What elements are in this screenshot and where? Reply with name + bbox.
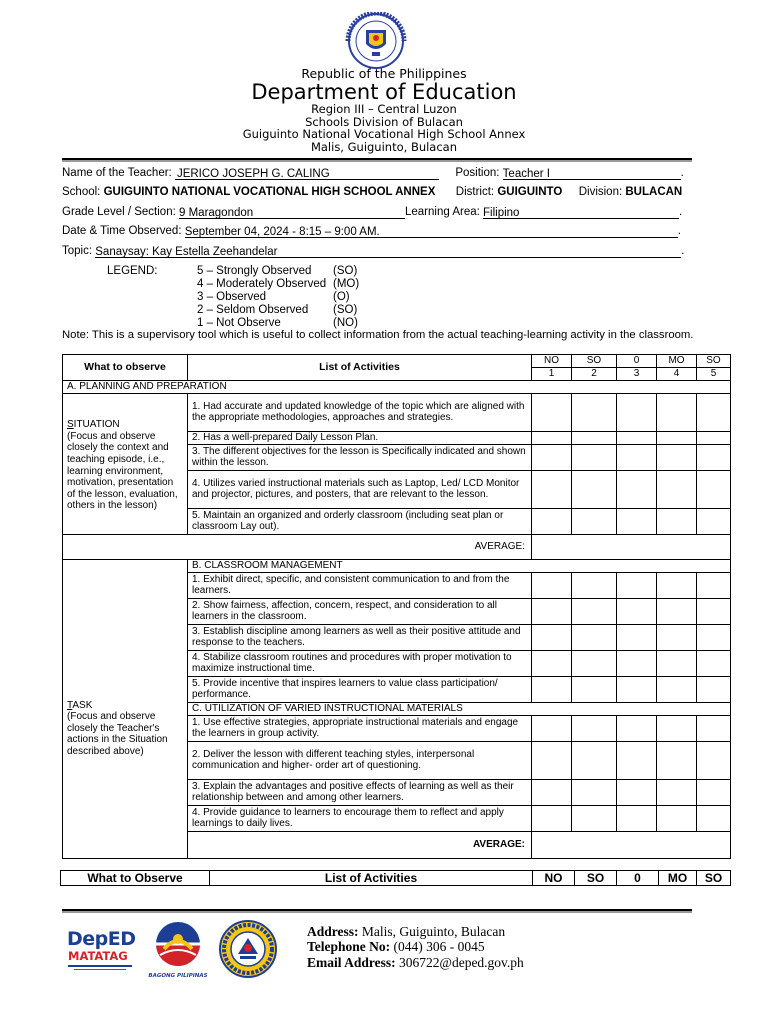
grade-value: 9 Maragondon xyxy=(179,207,254,219)
rating-cell[interactable] xyxy=(572,805,617,831)
continuation-observe-header: What to Observe xyxy=(61,871,210,886)
topic-label: Topic: xyxy=(62,245,93,257)
email-line xyxy=(307,955,524,971)
school-location-text: Malis, Guiguinto, Bulacan xyxy=(310,140,458,154)
rating-cell[interactable] xyxy=(657,431,697,444)
rating-cell[interactable] xyxy=(572,470,617,508)
rating-cell[interactable] xyxy=(617,779,657,805)
rating-cell[interactable] xyxy=(532,598,572,624)
rating-cell[interactable] xyxy=(697,741,731,779)
rating-cell[interactable] xyxy=(697,444,731,470)
district-label: District: xyxy=(455,186,495,198)
col-header-activities: List of Activities xyxy=(188,355,532,381)
address-value: Malis, Guiguinto, Bulacan xyxy=(361,924,506,939)
footer-divider-shadow xyxy=(62,911,692,913)
rating-cell[interactable] xyxy=(572,715,617,741)
rating-cell[interactable] xyxy=(617,508,657,534)
rating-cell[interactable] xyxy=(572,444,617,470)
rating-cell[interactable] xyxy=(657,598,697,624)
rating-cell[interactable] xyxy=(657,779,697,805)
bagong-pilipinas-text: BAGONG PILIPINAS xyxy=(148,973,208,979)
activity-item: 1. Exhibit direct, specific, and consistent communication to and from the learners. xyxy=(188,572,532,598)
rating-cell[interactable] xyxy=(572,741,617,779)
learning-area-label: Learning Area: xyxy=(405,206,480,218)
rating-cell[interactable] xyxy=(657,676,697,702)
continuation-rating-header: NO xyxy=(533,871,575,886)
date-dot: . xyxy=(677,225,681,237)
average-label: AVERAGE: xyxy=(188,831,532,858)
rating-cell[interactable] xyxy=(572,508,617,534)
position-label: Position: xyxy=(455,167,500,179)
date-label: Date & Time Observed: xyxy=(62,225,182,237)
rating-cell[interactable] xyxy=(697,779,731,805)
rating-cell[interactable] xyxy=(532,624,572,650)
grade-label: Grade Level / Section: xyxy=(62,206,176,218)
rating-cell[interactable] xyxy=(617,676,657,702)
section-c-heading: C. UTILIZATION OF VARIED INSTRUCTIONAL MATERIALS xyxy=(188,702,731,715)
task-title-initial: T xyxy=(67,699,73,711)
telephone-line xyxy=(307,939,485,955)
rating-cell[interactable] xyxy=(572,779,617,805)
deped-logo-text: DepED xyxy=(67,928,136,950)
teacher-info-line xyxy=(62,167,684,180)
rating-cell[interactable] xyxy=(697,805,731,831)
activity-item: 1. Had accurate and updated knowledge of the topic which are aligned with the appropriate methodologies, approaches and strategies. xyxy=(188,393,532,431)
rating-cell[interactable] xyxy=(532,779,572,805)
legend-label: LEGEND: xyxy=(107,265,158,277)
rating-cell[interactable] xyxy=(657,470,697,508)
topic-info-line xyxy=(62,245,684,258)
teacher-name-field xyxy=(175,168,439,180)
grade-field xyxy=(179,207,405,219)
district-value: GUIGUINTO xyxy=(497,186,563,198)
rating-cell[interactable] xyxy=(532,741,572,779)
rating-cell[interactable] xyxy=(617,444,657,470)
area-dot: . xyxy=(679,206,683,218)
legend-item: 3 – Observed (O) xyxy=(197,291,350,303)
rating-cell[interactable] xyxy=(697,470,731,508)
continuation-rating-header: SO xyxy=(575,871,617,886)
school-value: GUIGUINTO NATIONAL VOCATIONAL HIGH SCHOOL ANNEX xyxy=(103,186,436,198)
division-label: Division: xyxy=(578,186,623,198)
legend-item: 2 – Seldom Observed (SO) xyxy=(197,304,358,316)
task-description: (Focus and observe closely the Teacher's actions in the Situation described above) xyxy=(67,711,168,757)
continuation-rating-header: MO xyxy=(659,871,697,886)
rating-cell[interactable] xyxy=(697,715,731,741)
rating-cell[interactable] xyxy=(617,650,657,676)
situation-description: (Focus and observe closely the context and teaching episode, i.e., learning environment, motivation, presentation of the lesson, evaluation, others in the lesson) xyxy=(67,430,178,512)
task-title-rest: ASK xyxy=(72,699,93,711)
school-seal-logo xyxy=(214,920,282,978)
activity-item: 3. The different objectives for the lesson is Specifically indicated and shown within the lesson. xyxy=(188,444,532,470)
activity-item: 4. Utilizes varied instructional materials such as Laptop, Led/ LCD Monitor and projector, pictures, and posters, that are relevant to the lesson. xyxy=(188,470,532,508)
supervisory-note: Note: This is a supervisory tool which is useful to collect information from the actual teaching-learning activity in the classroom. xyxy=(62,329,694,341)
rating-cell[interactable] xyxy=(697,676,731,702)
average-label: AVERAGE: xyxy=(63,534,532,559)
rating-cell[interactable] xyxy=(697,650,731,676)
activity-item: 1. Use effective strategies, appropriate instructional materials and engage the learners in group activity. xyxy=(188,715,532,741)
rating-cell[interactable] xyxy=(657,508,697,534)
rating-cell[interactable] xyxy=(572,650,617,676)
rating-num-header: 3 xyxy=(617,368,657,381)
rating-cell[interactable] xyxy=(532,805,572,831)
rating-cell[interactable] xyxy=(532,444,572,470)
matatag-logo-text: MATATAG xyxy=(68,949,128,963)
continuation-header-table xyxy=(60,870,731,886)
situation-title-initial: S xyxy=(67,419,74,431)
deped-matatag-logo xyxy=(64,928,136,978)
rating-cell[interactable] xyxy=(617,470,657,508)
rating-code-header: SO xyxy=(697,355,731,368)
situation-title-rest: ITUATION xyxy=(73,419,120,431)
rating-cell[interactable] xyxy=(697,598,731,624)
activity-item: 5. Maintain an organized and orderly classroom (including seat plan or classroom Lay out). xyxy=(188,508,532,534)
rating-code-header: NO xyxy=(532,355,572,368)
rating-num-header: 1 xyxy=(532,368,572,381)
section-a-heading: A. PLANNING AND PREPARATION xyxy=(63,380,731,393)
teacher-name-value: JERICO JOSEPH G. CALING xyxy=(176,168,330,180)
continuation-rating-header: SO xyxy=(697,871,731,886)
region-text: Region III – Central Luzon xyxy=(311,102,457,116)
rating-cell[interactable] xyxy=(617,741,657,779)
rating-cell[interactable] xyxy=(617,598,657,624)
rating-cell[interactable] xyxy=(572,624,617,650)
rating-cell[interactable] xyxy=(617,431,657,444)
rating-cell[interactable] xyxy=(697,508,731,534)
average-value-cell[interactable] xyxy=(532,831,731,858)
bagong-pilipinas-logo xyxy=(146,921,210,977)
continuation-rating-header: 0 xyxy=(617,871,659,886)
rating-cell[interactable] xyxy=(572,598,617,624)
legend-list xyxy=(197,265,359,330)
learning-area-field xyxy=(483,207,679,219)
school-name-text: Guiguinto National Vocational High School Annex xyxy=(242,127,526,141)
continuation-activities-header: List of Activities xyxy=(210,871,533,886)
task-cell xyxy=(63,559,188,858)
department-title: Department of Education xyxy=(251,80,517,104)
topic-dot: . xyxy=(681,245,685,257)
activity-item: 2. Deliver the lesson with different teaching styles, interpersonal communication and higher- order art of questioning. xyxy=(188,741,532,779)
deped-seal-logo xyxy=(342,12,410,70)
section-b-heading: B. CLASSROOM MANAGEMENT xyxy=(188,559,731,572)
division-text: Schools Division of Bulacan xyxy=(305,115,463,129)
rating-cell[interactable] xyxy=(657,572,697,598)
rating-cell[interactable] xyxy=(617,805,657,831)
rating-cell[interactable] xyxy=(532,715,572,741)
activity-item: 2. Has a well-prepared Daily Lesson Plan. xyxy=(188,431,532,444)
rating-cell[interactable] xyxy=(532,431,572,444)
col-header-observe: What to observe xyxy=(63,355,188,381)
rating-num-header: 4 xyxy=(657,368,697,381)
teacher-label: Name of the Teacher: xyxy=(62,167,172,179)
telephone-label: Telephone No: xyxy=(307,939,391,954)
rating-cell[interactable] xyxy=(697,393,731,431)
rating-cell[interactable] xyxy=(697,572,731,598)
activity-item: 2. Show fairness, affection, concern, respect, and consideration to all learners in the classroom. xyxy=(188,598,532,624)
rating-cell[interactable] xyxy=(657,805,697,831)
republic-text: Republic of the Philippines xyxy=(301,66,467,81)
rating-cell[interactable] xyxy=(657,444,697,470)
date-field xyxy=(185,226,678,238)
activity-item: 4. Stabilize classroom routines and procedures with proper motivation to maximize instructional time. xyxy=(188,650,532,676)
rating-cell[interactable] xyxy=(532,470,572,508)
rating-cell[interactable] xyxy=(617,393,657,431)
email-label: Email Address: xyxy=(307,955,396,970)
activity-item: 3. Establish discipline among learners as well as their positive attitude and response to the teachers. xyxy=(188,624,532,650)
legend-item: 1 – Not Observe (NO) xyxy=(197,317,358,329)
rating-cell[interactable] xyxy=(657,393,697,431)
topic-value: Sanaysay: Kay Estella Zeehandelar xyxy=(95,246,278,258)
rating-code-header: MO xyxy=(657,355,697,368)
situation-cell xyxy=(63,393,188,534)
topic-field xyxy=(95,246,681,258)
school-label: School: xyxy=(62,186,101,198)
rating-cell[interactable] xyxy=(697,431,731,444)
rating-cell[interactable] xyxy=(657,624,697,650)
rating-code-header: 0 xyxy=(617,355,657,368)
rating-cell[interactable] xyxy=(657,650,697,676)
legend-item: 4 – Moderately Observed (MO) xyxy=(197,278,360,290)
rating-cell[interactable] xyxy=(697,624,731,650)
average-value-cell[interactable] xyxy=(532,534,731,559)
activity-item: 4. Provide guidance to learners to encourage them to reflect and apply learnings to daily lives. xyxy=(188,805,532,831)
rating-cell[interactable] xyxy=(532,650,572,676)
observation-table xyxy=(62,354,731,859)
telephone-value: (044) 306 - 0045 xyxy=(393,939,485,954)
date-info-line xyxy=(62,225,681,238)
rating-cell[interactable] xyxy=(532,508,572,534)
position-field xyxy=(503,168,681,180)
rating-cell[interactable] xyxy=(572,572,617,598)
rating-cell[interactable] xyxy=(617,715,657,741)
date-value: September 04, 2024 - 8:15 – 9:00 AM. xyxy=(184,226,380,238)
rating-num-header: 5 xyxy=(697,368,731,381)
learning-area-value: Filipino xyxy=(483,207,520,219)
activity-item: 3. Explain the advantages and positive effects of learning as well as their relationship between and among other learners. xyxy=(188,779,532,805)
rating-cell[interactable] xyxy=(532,676,572,702)
legend-item: 5 – Strongly Observed (SO) xyxy=(197,265,358,277)
email-value[interactable]: 306722@deped.gov.ph xyxy=(399,955,524,970)
rating-code-header: SO xyxy=(572,355,617,368)
rating-cell[interactable] xyxy=(572,676,617,702)
activity-item: 5. Provide incentive that inspires learners to value class participation/ performance. xyxy=(188,676,532,702)
address-line xyxy=(307,924,505,940)
header-divider-shadow xyxy=(62,160,692,162)
rating-num-header: 2 xyxy=(572,368,617,381)
rating-cell[interactable] xyxy=(572,393,617,431)
grade-info-line xyxy=(62,206,682,219)
rating-cell[interactable] xyxy=(657,715,697,741)
division-value: BULACAN xyxy=(625,186,683,198)
rating-cell[interactable] xyxy=(657,741,697,779)
position-value: Teacher I xyxy=(502,168,550,180)
rating-cell[interactable] xyxy=(617,572,657,598)
address-label: Address: xyxy=(307,924,359,939)
school-info-line xyxy=(62,186,682,198)
rating-cell[interactable] xyxy=(617,624,657,650)
rating-cell[interactable] xyxy=(532,393,572,431)
rating-cell[interactable] xyxy=(532,572,572,598)
rating-cell[interactable] xyxy=(572,431,617,444)
position-dot: . xyxy=(680,167,684,179)
